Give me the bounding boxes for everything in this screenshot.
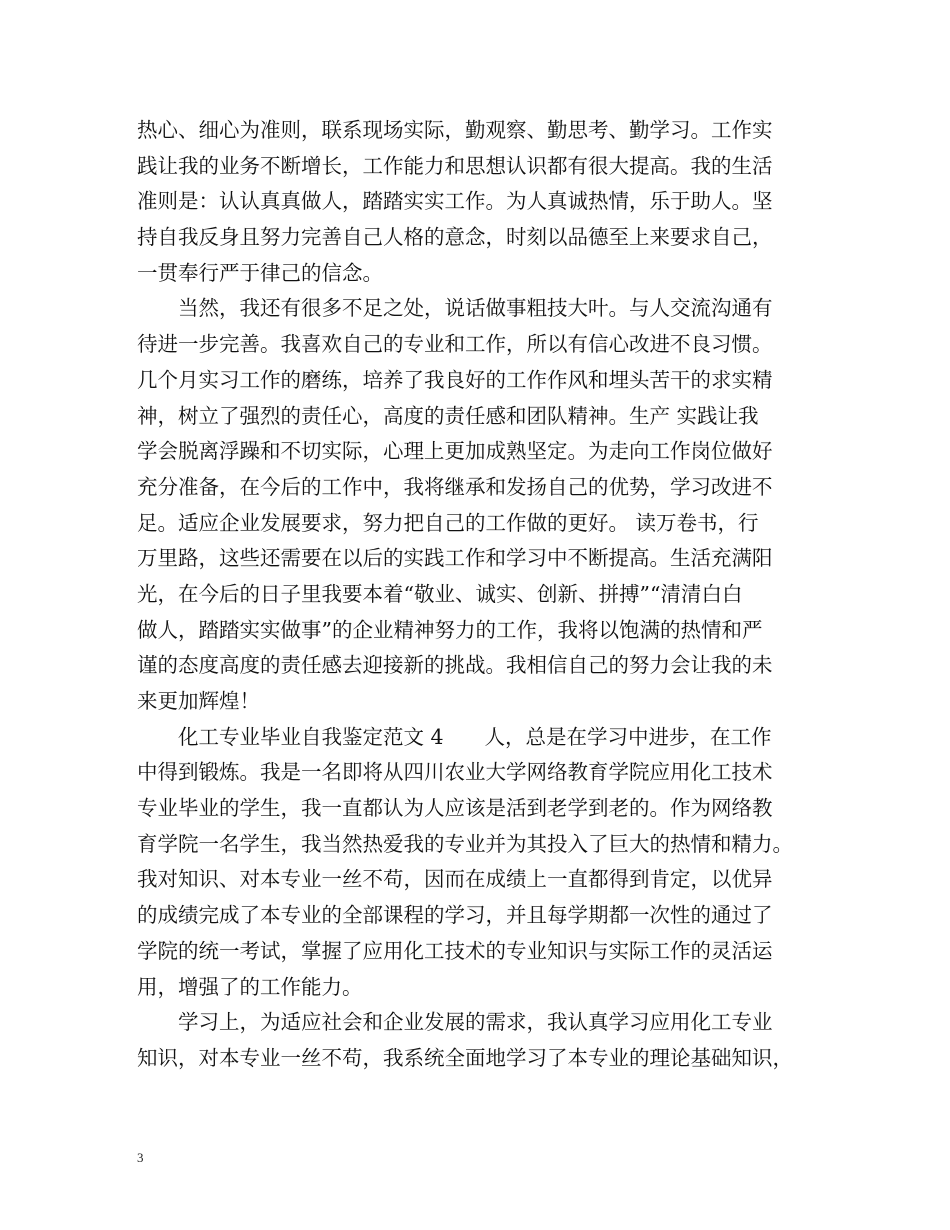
page-number: 3 [137, 1150, 144, 1165]
text-line: 用，增强了的工作能力。 [137, 974, 363, 999]
text-line: 践让我的业务不断增长，工作能力和思想认识都有很大提高。我的生活 [137, 153, 773, 178]
text-line: 学院的统一考试，掌握了应用化工技术的专业知识与实际工作的灵活运 [137, 938, 773, 963]
text-line: 万里路，这些还需要在以后的实践工作和学习中不断提高。生活充满阳 [137, 546, 773, 571]
body-text [137, 113, 817, 1077]
text-line: 的成绩完成了本专业的全部课程的学习，并且每学期都一次性的通过了 [137, 903, 773, 928]
text-line: 热心、细心为准则，联系现场实际，勤观察、勤思考、勤学习。工作实 [137, 118, 773, 142]
text-line: 知识，对本专业一丝不苟，我系统全面地学习了本专业的理论基础知识， [137, 1045, 793, 1070]
text-line: 足。适应企业发展要求，努力把自己的工作做的更好。 读万卷书，行 [137, 510, 759, 535]
text-line: 我对知识、对本专业一丝不苟，因而在成绩上一直都得到肯定，以优异 [137, 867, 773, 892]
text-line: 专业毕业的学生，我一直都认为人应该是活到老学到老的。作为网络教 [137, 796, 773, 821]
text-line: 待进一步完善。我喜欢自己的专业和工作，所以有信心改进不良习惯。 [137, 332, 773, 357]
text-line: 中得到锻炼。我是一名即将从四川农业大学网络教育学院应用化工技术 [137, 760, 773, 785]
text-line: 几个月实习工作的磨练，培养了我良好的工作作风和埋头苦干的求实精 [137, 367, 773, 392]
text-line: 育学院一名学生，我当然热爱我的专业并为其投入了巨大的热情和精力。 [137, 831, 793, 856]
text-line: 一贯奉行严于律己的信念。 [137, 260, 383, 285]
text-line: 做人，踏踏实实做事”的企业精神努力的工作，我将以饱满的热情和严 [137, 617, 763, 642]
text-line: 光，在今后的日子里我要本着“敬业、诚实、创新、拼搏”“清清白白 [137, 581, 743, 606]
text-line: 充分准备，在今后的工作中，我将继承和发扬自己的优势，学习改进不 [137, 474, 773, 499]
text-line: 谨的态度高度的责任感去迎接新的挑战。我相信自己的努力会让我的未 [137, 653, 773, 678]
text-line: 化工专业毕业自我鉴定范文 4 人，总是在学习中进步，在工作 [137, 724, 772, 749]
text-line: 持自我反身且努力完善自己人格的意念，时刻以品德至上来要求自己， [137, 225, 773, 250]
text-line: 神，树立了强烈的责任心，高度的责任感和团队精神。生产 实践让我 [137, 403, 759, 428]
text-line: 学会脱离浮躁和不切实际，心理上更加成熟坚定。为走向工作岗位做好 [137, 439, 773, 464]
text-line: 来更加辉煌！ [137, 689, 260, 713]
text-line: 准则是：认认真真做人，踏踏实实工作。为人真诚热情，乐于助人。坚 [137, 189, 773, 214]
text-line: 学习上，为适应社会和企业发展的需求，我认真学习应用化工专业 [137, 1010, 773, 1035]
text-line: 当然，我还有很多不足之处，说话做事粗技大叶。与人交流沟通有 [137, 296, 773, 321]
